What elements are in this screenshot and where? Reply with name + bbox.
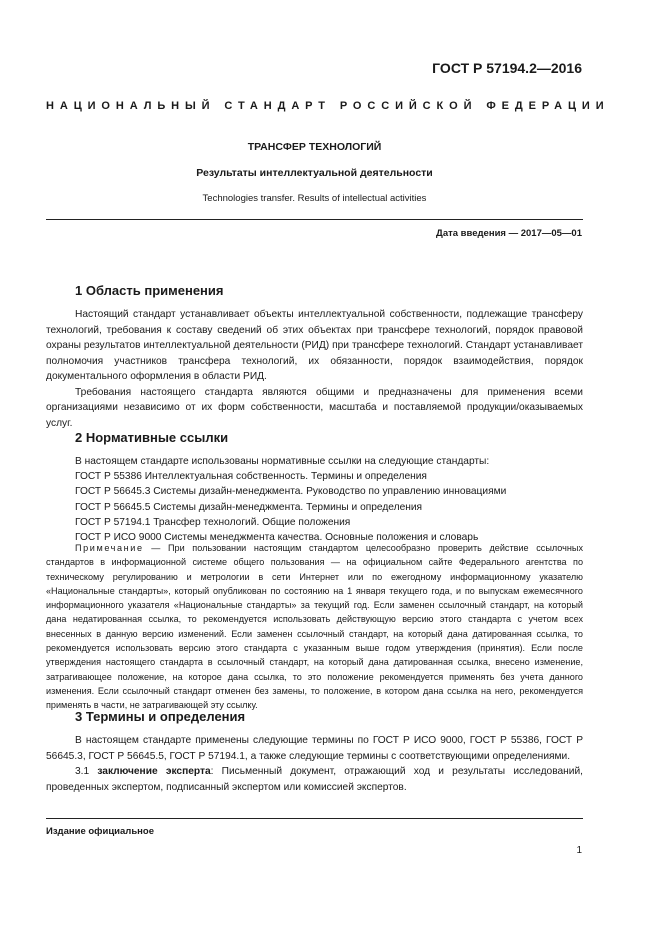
footer-divider xyxy=(46,818,583,819)
paragraph: В настоящем стандарте применены следующие термины по ГОСТ Р ИСО 9000, ГОСТ Р 55386, ГОСТ Р 56645.3, ГОСТ Р 56645.5, ГОСТ Р 57194.1, а также следующие термины с соответствующими определениями. xyxy=(46,735,583,762)
document-subtitle: Результаты интеллектуальной деятельности xyxy=(196,167,433,179)
term-text: : Письменный документ, отражающий ход и результаты исследований, проведенных экспертом, подписанный экспертом или комиссией экспертов. xyxy=(46,766,583,793)
paragraph: Требования настоящего стандарта являются общими и предназначены для применения всеми организациями независимо от их форм собственности, масштаба и поставляемой продукции/оказываемых услуг. xyxy=(46,386,583,429)
reference-item: ГОСТ Р 56645.5 Системы дизайн-менеджмента. Термины и определения xyxy=(75,501,423,513)
header-divider xyxy=(46,219,583,220)
note-text: — При пользовании настоящим стандартом целесообразно проверить действие ссылочных стандартов в информационной системе общего пользования — на официальном сайте Федерального агентства по техническому регулированию и метрологии в сети Интернет или по ежегодному информационному указателю «Национальные стандарты», который опубликован по состоянию на 1 января текущего года, и по выпускам ежемесячного информационного указателя «Национальные стандарты» за текущий год. Если заменен ссылочный стандарт, на который дана недатированная ссылка, то рекомендуется использовать действующую версию этого стандарта с учетом всех внесенных в данную версию изменений. Если заменен ссылочный стандарт, на который дана датированная ссылка, то рекомендуется использовать версию этого стандарта с указанным выше годом утверждения (принятия). Если после утверждения настоящего стандарта в ссылочный стандарт, на который дана датированная ссылка, внесено изменение, затрагивающее положение, на которое дана ссылка, то это положение рекомендуется применять без учета данного изменения. Если ссылочный стандарт отменен без замены, то положение, в котором дана ссылка на него, рекомендуется применять в части, не затрагивающей эту ссылку. xyxy=(46,543,583,711)
section-heading-terms: 3 Термины и определения xyxy=(75,709,246,724)
references-note xyxy=(46,541,583,713)
section-heading-scope: 1 Область применения xyxy=(75,283,224,298)
english-title: Technologies transfer. Results of intellectual activities xyxy=(202,193,427,204)
reference-item: ГОСТ Р ИСО 9000 Системы менеджмента качества. Основные положения и словарь xyxy=(75,532,479,544)
section-terms-body xyxy=(46,733,583,795)
page-number: 1 xyxy=(576,845,582,856)
introduction-date: Дата введения — 2017—05—01 xyxy=(436,228,582,239)
reference-item: ГОСТ Р 57194.1 Трансфер технологий. Общие положения xyxy=(75,516,351,528)
official-edition-label: Издание официальное xyxy=(46,826,154,837)
term-number: 3.1 xyxy=(75,766,98,777)
term-definition xyxy=(46,764,583,795)
section-scope-body xyxy=(46,307,583,431)
term-name: заключение эксперта xyxy=(97,766,211,777)
document-title: ТРАНСФЕР ТЕХНОЛОГИЙ xyxy=(247,141,382,153)
note-label: Примечание xyxy=(75,543,144,553)
paragraph: Настоящий стандарт устанавливает объекты интеллектуальной собственности, подлежащие трансферу технологий, требования к составу сведений об этих объектах при трансфере технологий, порядок правовой охраны результатов интеллектуальной деятельности (РИД) при трансфере технологий. Стандарт устанавливает полномочия участников трансфера технологий, их обязанности, порядок взаимодействия, порядок документального оформления в области РИД. xyxy=(46,309,583,382)
reference-item: ГОСТ Р 55386 Интеллектуальная собственность. Термины и определения xyxy=(75,471,427,483)
references-list xyxy=(75,454,583,545)
national-standard-banner: НАЦИОНАЛЬНЫЙ СТАНДАРТ РОССИЙСКОЙ ФЕДЕРАЦИИ xyxy=(46,100,610,112)
references-intro: В настоящем стандарте использованы нормативные ссылки на следующие стандарты: xyxy=(75,456,490,467)
standard-number: ГОСТ Р 57194.2—2016 xyxy=(432,60,582,76)
section-heading-normative-references: 2 Нормативные ссылки xyxy=(75,430,229,445)
reference-item: ГОСТ Р 56645.3 Системы дизайн-менеджмента. Руководство по управлению инновациями xyxy=(75,486,507,498)
